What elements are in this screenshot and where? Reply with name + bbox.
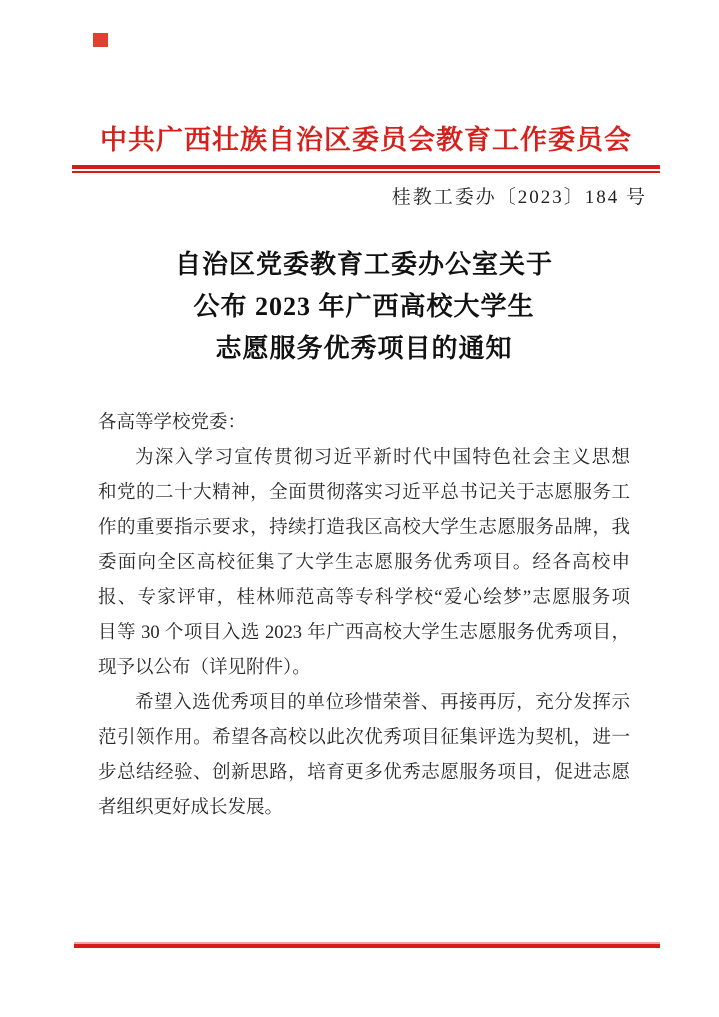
body-line: 和党的二十大精神，全面贯彻落实习近平总书记关于志愿服务工 bbox=[98, 483, 630, 503]
notice-title-line-1: 自治区党委教育工委办公室关于 bbox=[174, 250, 553, 279]
red-corner-mark bbox=[93, 33, 108, 47]
body-line: 报、专家评审，桂林师范高等专科学校“爱心绘梦”志愿服务项 bbox=[98, 588, 630, 608]
body-line: 步总结经验、创新思路，培育更多优秀志愿服务项目，促进志愿 bbox=[98, 763, 630, 783]
body-line: 现予以公布（详见附件）。 bbox=[98, 658, 311, 678]
notice-title bbox=[98, 244, 630, 370]
document-number: 桂教工委办〔2023〕184 号 bbox=[391, 187, 647, 208]
notice-title-line-3: 志愿服务优秀项目的通知 bbox=[215, 334, 513, 363]
notice-title-line-2: 公布 2023 年广西高校大学生 bbox=[193, 292, 535, 321]
body-line: 目等 30 个项目入选 2023 年广西高校大学生志愿服务优秀项目， bbox=[98, 623, 630, 643]
issuing-authority-banner: 中共广西壮族自治区委员会教育工作委员会 bbox=[100, 125, 632, 155]
body-line: 为深入学习宣传贯彻习近平新时代中国特色社会主义思想 bbox=[135, 448, 630, 468]
body-line: 委面向全区高校征集了大学生志愿服务优秀项目。经各高校申 bbox=[98, 553, 630, 573]
notice-body bbox=[98, 406, 630, 826]
footer-red-rule bbox=[74, 942, 660, 948]
salutation: 各高等学校党委： bbox=[98, 413, 247, 433]
body-line: 作的重要指示要求，持续打造我区高校大学生志愿服务品牌，我 bbox=[98, 518, 630, 538]
footer-rule-dark-line bbox=[74, 944, 660, 948]
body-line: 希望入选优秀项目的单位珍惜荣誉、再接再厉，充分发挥示 bbox=[135, 693, 630, 713]
header-red-rule bbox=[72, 165, 660, 173]
body-line: 者组织更好成长发展。 bbox=[98, 798, 284, 818]
header-rule-thin-line bbox=[72, 171, 660, 173]
body-line: 范引领作用。希望各高校以此次优秀项目征集评选为契机，进一 bbox=[98, 728, 630, 748]
